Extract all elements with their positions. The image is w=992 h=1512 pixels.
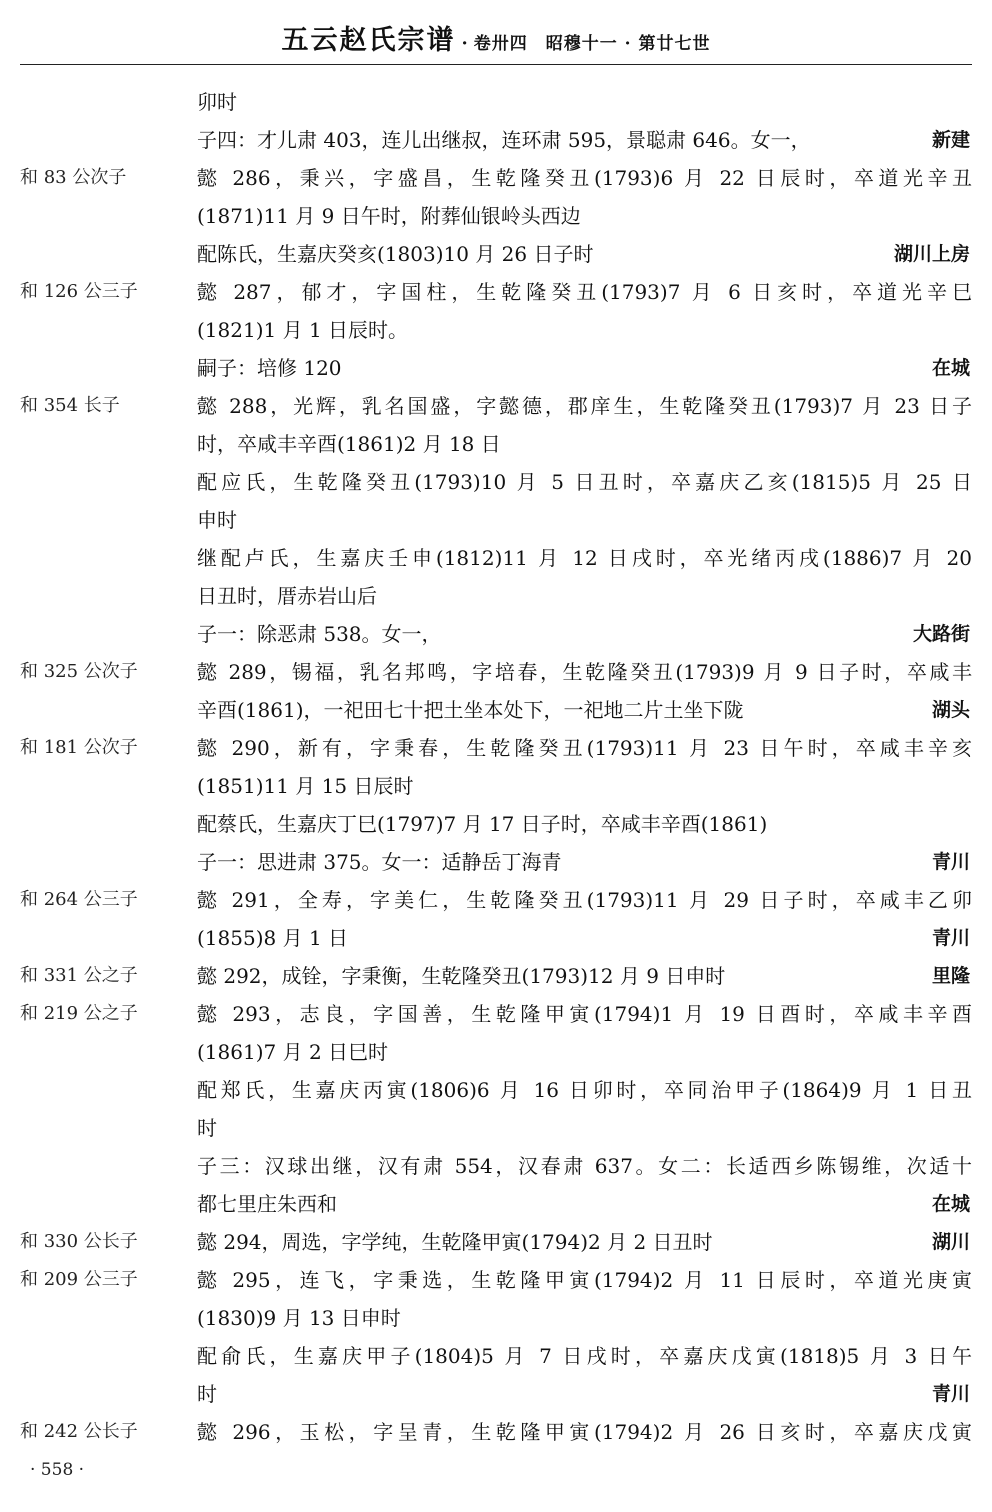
entry-text: 配郑氏，生嘉庆丙寅(1806)6 月 16 日卯时，卒同治甲子(1864)9 月 1 日丑 [197,1078,972,1102]
entry-text: 懿 293，志良，字国善，生乾隆甲寅(1794)1 月 19 日酉时，卒咸丰辛酉 [197,1002,972,1026]
entry-line [0,235,992,273]
father-label: 和 325 公次子 [20,661,138,682]
entry-text: 配俞氏，生嘉庆甲子(1804)5 月 7 日戌时，卒嘉庆戊寅(1818)5 月 3 日午 [197,1344,972,1368]
entry-line [0,1223,992,1261]
entry-line [0,1337,992,1375]
father-label: 和 83 公次子 [20,167,127,188]
entry-text: 辛酉(1861)，一祀田七十把土坐本处下，一祀地二片土坐下陇 [197,698,744,722]
entry-line [0,387,992,425]
entry-line [0,1109,992,1147]
residence-tag: 青川 [931,851,970,873]
residence-tag: 湖头 [931,699,970,721]
page-number: · 558 · [30,1460,85,1480]
entry-text: 懿 289，锡福，乳名邦鸣，字培春，生乾隆癸丑(1793)9 月 9 日子时，卒咸丰 [197,660,972,684]
residence-tag: 大路街 [912,623,970,645]
entry-line [0,1261,992,1299]
entry-line [0,463,992,501]
residence-tag: 青川 [931,927,970,949]
entry-line [0,615,992,653]
entry-text: 配蔡氏，生嘉庆丁巳(1797)7 月 17 日子时，卒咸丰辛酉(1861) [197,812,768,836]
father-label: 和 219 公之子 [20,1003,138,1024]
entry-text: 时，卒咸丰辛酉(1861)2 月 18 日 [197,432,501,456]
entry-text: (1830)9 月 13 日申时 [197,1306,401,1330]
father-label: 和 264 公三子 [20,889,138,910]
entry-line [0,1033,992,1071]
genealogy-body [0,83,992,1451]
volume-subtitle: 卷卅四 昭穆十一 · 第廿七世 [473,34,711,54]
entry-text: 懿 296，玉松，字呈青，生乾隆甲寅(1794)2 月 26 日亥时，卒嘉庆戊寅 [197,1420,972,1444]
entry-text: 懿 294，周选，字学纯，生乾隆甲寅(1794)2 月 2 日丑时 [197,1230,713,1254]
entry-line [0,539,992,577]
entry-text: 子四：才儿肃 403，连儿出继叔，连环肃 595，景聪肃 646。女一， [197,128,811,152]
entry-line [0,311,992,349]
entry-line [0,577,992,615]
entry-text: 懿 286，秉兴，字盛昌，生乾隆癸丑(1793)6 月 22 日辰时，卒道光辛丑 [197,166,972,190]
entry-line [0,349,992,387]
father-label: 和 242 公长子 [20,1421,138,1442]
entry-text: 时 [197,1116,217,1140]
father-label: 和 209 公三子 [20,1269,138,1290]
entry-text: (1861)7 月 2 日巳时 [197,1040,389,1064]
residence-tag: 新建 [931,129,970,151]
entry-line [0,197,992,235]
father-label: 和 181 公次子 [20,737,138,758]
entry-line [0,1147,992,1185]
entry-line [0,273,992,311]
residence-tag: 湖川上房 [893,243,970,265]
entry-text: 配陈氏，生嘉庆癸亥(1803)10 月 26 日子时 [197,242,594,266]
entry-text: 懿 292，成铨，字秉衡，生乾隆癸丑(1793)12 月 9 日申时 [197,964,726,988]
entry-line [0,501,992,539]
entry-text: 懿 288，光辉，乳名国盛，字懿德，郡庠生，生乾隆癸丑(1793)7 月 23 日子 [197,394,972,418]
entry-text: 懿 295，连飞，字秉选，生乾隆甲寅(1794)2 月 11 日辰时，卒道光庚寅 [197,1268,972,1292]
entry-text: 卯时 [197,90,237,114]
entry-line [0,1071,992,1109]
entry-text: 懿 287，郁才，字国柱，生乾隆癸丑(1793)7 月 6 日亥时，卒道光辛巳 [197,280,972,304]
entry-line [0,767,992,805]
entry-line [0,1299,992,1337]
entry-text: 子一：思进肃 375。女一：适静岳丁海青 [197,850,562,874]
entry-text: 日丑时，厝赤岩山后 [197,584,377,608]
entry-text: 配应氏，生乾隆癸丑(1793)10 月 5 日丑时，卒嘉庆乙亥(1815)5 月 25 日 [197,470,972,494]
entry-line [0,425,992,463]
father-label: 和 330 公长子 [20,1231,138,1252]
page-header [0,18,992,57]
entry-line [0,653,992,691]
residence-tag: 在城 [931,1193,970,1215]
entry-line [0,1413,992,1451]
entry-line [0,843,992,881]
father-label: 和 126 公三子 [20,281,138,302]
entry-text: 懿 290，新有，字秉春，生乾隆癸丑(1793)11 月 23 日午时，卒咸丰辛亥 [197,736,972,760]
entry-line [0,121,992,159]
entry-line [0,1375,992,1413]
entry-line [0,159,992,197]
entry-text: (1871)11 月 9 日午时，附葬仙银岭头西边 [197,204,581,228]
entry-text: 时 [197,1382,217,1406]
entry-line [0,919,992,957]
entry-text: (1821)1 月 1 日辰时。 [197,318,409,342]
entry-line [0,881,992,919]
residence-tag: 里隆 [931,965,970,987]
entry-line [0,729,992,767]
entry-line [0,691,992,729]
entry-line [0,957,992,995]
entry-text: 继配卢氏，生嘉庆壬申(1812)11 月 12 日戌时，卒光绪丙戌(1886)7 月 20 [197,546,972,570]
entry-text: 子一：除恶肃 538。女一， [197,622,442,646]
header-rule [20,64,972,65]
title-separator: · [461,33,468,54]
father-label: 和 354 长子 [20,395,120,416]
book-title: 五云赵氏宗谱 [281,25,456,56]
residence-tag: 在城 [931,357,970,379]
entry-text: 子三：汉球出继，汉有肃 554，汉春肃 637。女二：长适西乡陈锡维，次适十 [197,1154,972,1178]
entry-line [0,805,992,843]
entry-text: 都七里庄朱西和 [197,1192,337,1216]
residence-tag: 青川 [931,1383,970,1405]
entry-text: (1851)11 月 15 日辰时 [197,774,414,798]
entry-text: 嗣子：培修 120 [197,356,342,380]
residence-tag: 湖川 [931,1231,970,1253]
entry-text: 懿 291，全寿，字美仁，生乾隆癸丑(1793)11 月 29 日子时，卒咸丰乙卯 [197,888,972,912]
father-label: 和 331 公之子 [20,965,138,986]
entry-line [0,995,992,1033]
entry-line [0,1185,992,1223]
entry-text: (1855)8 月 1 日 [197,926,349,950]
entry-line [0,83,992,121]
entry-text: 申时 [197,508,237,532]
